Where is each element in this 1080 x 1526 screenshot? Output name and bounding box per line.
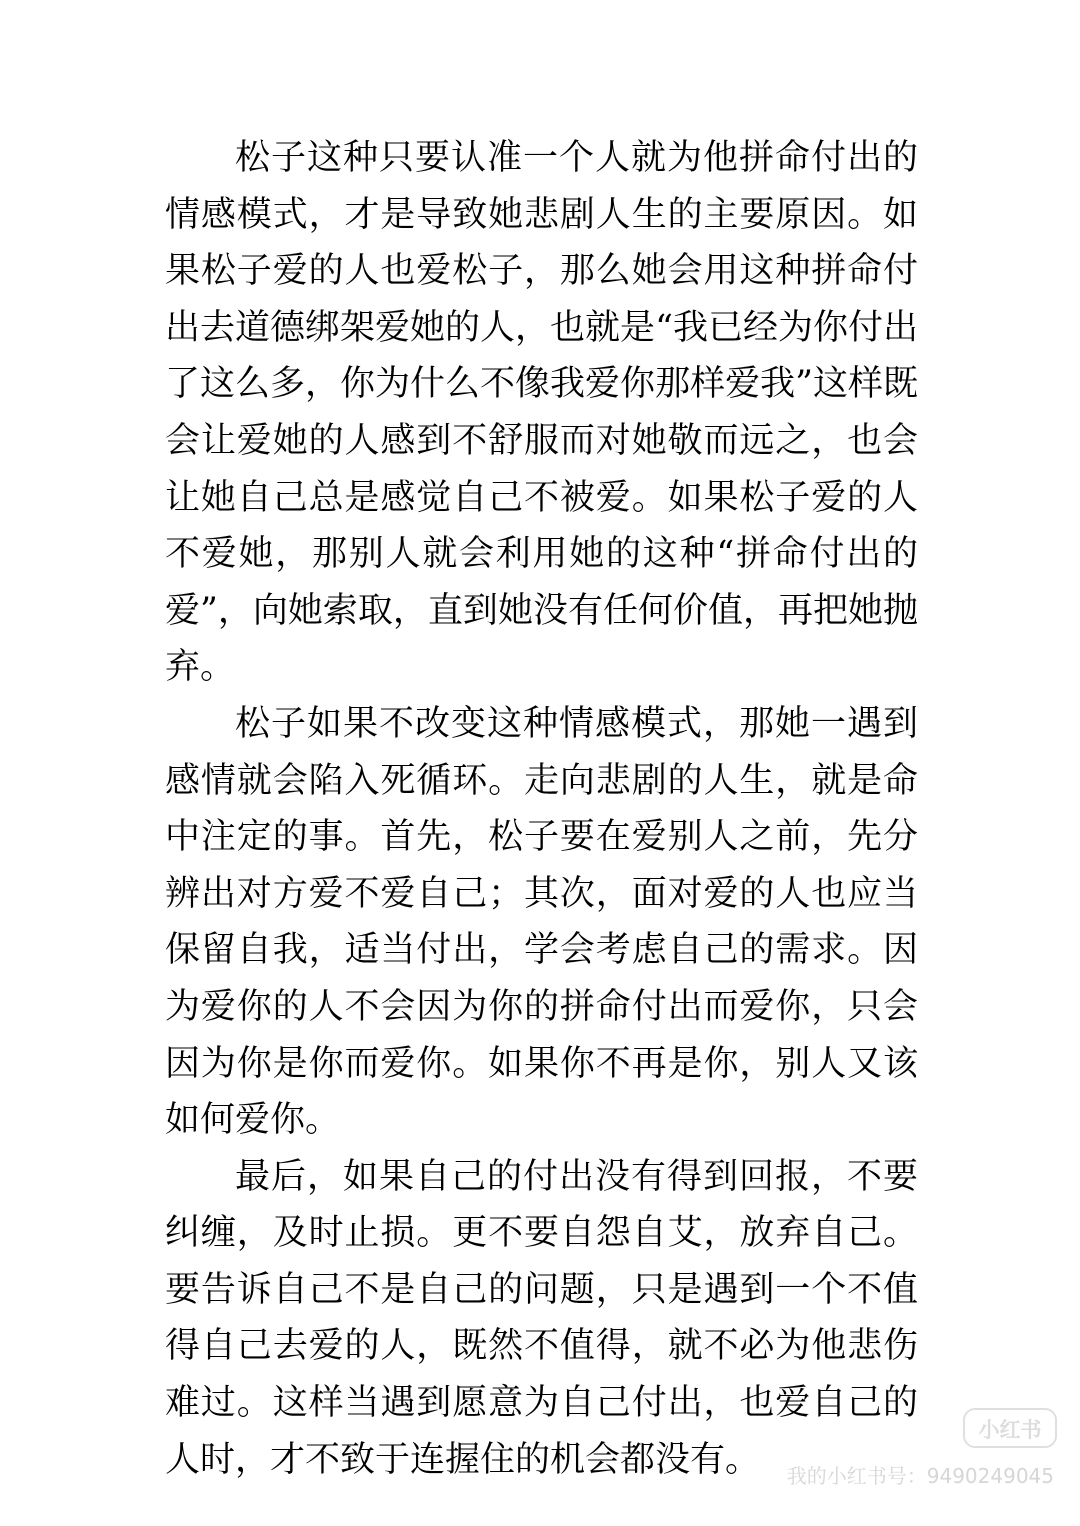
article-body: [165, 130, 918, 1488]
watermark-logo: 小红书: [963, 1408, 1057, 1448]
paragraph-1: 松子这种只要认准一个人就为他拼命付出的情感模式，才是导致她悲剧人生的主要原因。如果松子爱的人也爱松子，那么她会用这种拼命付出去道德绑架爱她的人，也就是“我已经为你付出了这么多，你为什么不像我爱你那样爱我”这样既会让爱她的人感到不舒服而对她敬而远之，也会让她自己总是感觉自己不被爱。如果松子爱的人不爱她，那别人就会利用她的这种“拼命付出的爱”，向她索取，直到她没有任何价值，再把她抛弃。: [165, 138, 918, 688]
paragraph-3: 最后，如果自己的付出没有得到回报，不要纠缠，及时止损。更不要自怨自艾，放弃自己。要告诉自己不是自己的问题，只是遇到一个不值得自己去爱的人，既然不值得，就不必为他悲伤难过。这样当遇到愿意为自己付出，也爱自己的人时，才不致于连握住的机会都没有。: [165, 1156, 918, 1480]
watermark-account: 我的小红书号：9490249045: [786, 1464, 1054, 1488]
paragraph-2: 松子如果不改变这种情感模式，那她一遇到感情就会陷入死循环。走向悲剧的人生，就是命中注定的事。首先，松子要在爱别人之前，先分辨出对方爱不爱自己；其次，面对爱的人也应当保留自我，适当付出，学会考虑自己的需求。因为爱你的人不会因为你的拼命付出而爱你，只会因为你是你而爱你。如果你不再是你，别人又该如何爱你。: [165, 703, 918, 1141]
